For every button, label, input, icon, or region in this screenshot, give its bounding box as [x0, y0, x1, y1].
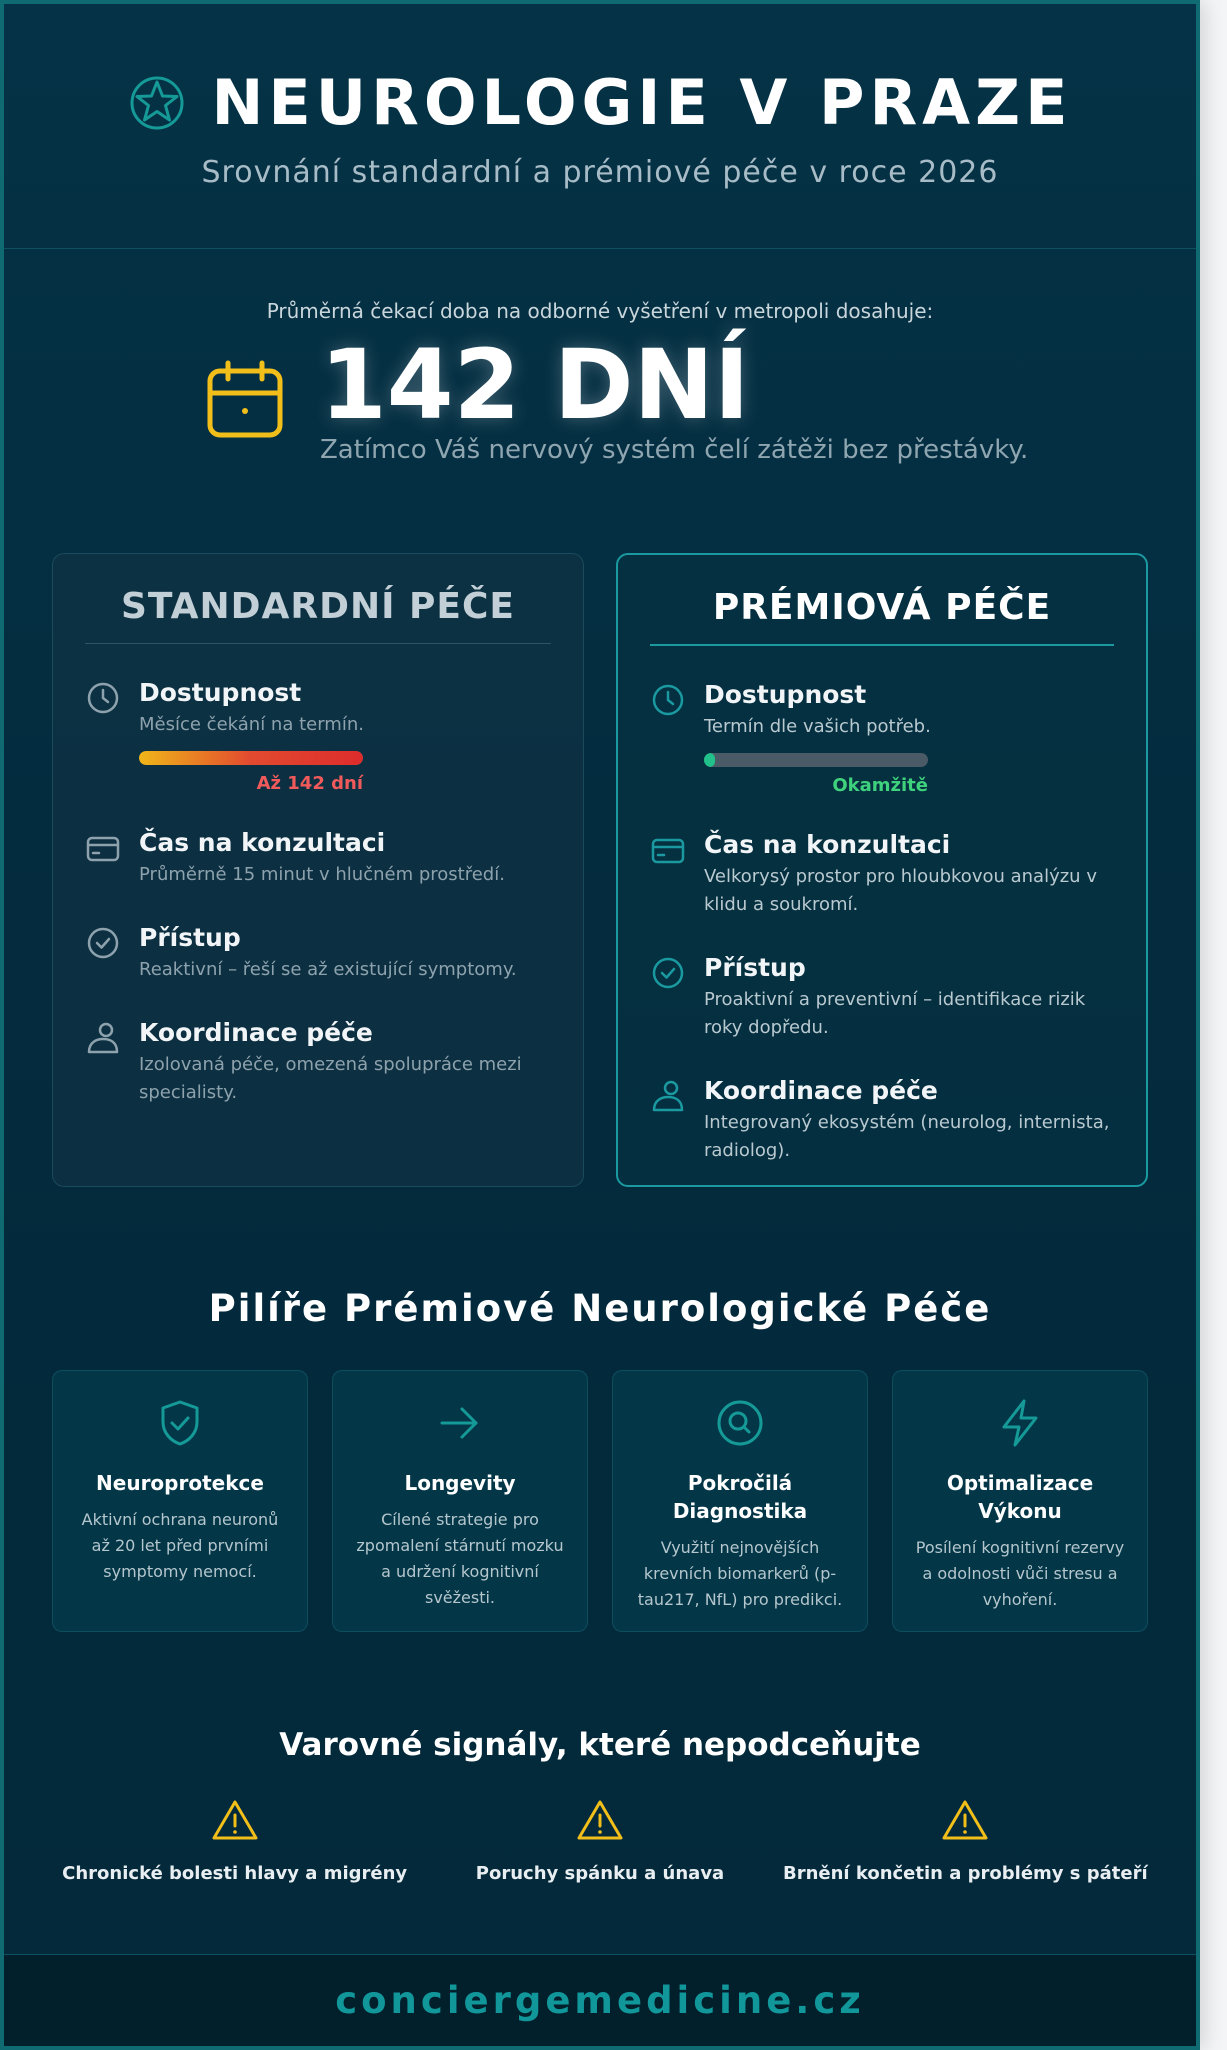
search-icon	[714, 1397, 766, 1449]
standard-availability	[85, 678, 551, 794]
pillars-title: Pilíře Prémiové Neurologické Péče	[208, 1287, 992, 1330]
standard-consult	[85, 828, 551, 889]
pillar-card	[612, 1370, 868, 1632]
lightning-icon	[994, 1397, 1046, 1449]
stat-number: 142 DNÍ	[320, 329, 750, 441]
feature-desc: Integrovaný ekosystém (neurolog, internista, radiolog).	[704, 1112, 1110, 1161]
feature-desc: Izolovaná péče, omezená spolupráce mezi specialisty.	[139, 1054, 522, 1103]
brain-star-icon	[128, 74, 186, 132]
feature-title: Koordinace péče	[139, 1018, 373, 1047]
pillar-desc: Cílené strategie pro zpomalení stárnutí mozku a udržení kognitivní svěžesti.	[356, 1510, 564, 1607]
waiting-bar-label: Až 142 dní	[256, 773, 363, 794]
header	[4, 4, 1196, 249]
warning-icon	[212, 1799, 258, 1841]
waiting-bar-fill	[139, 751, 363, 765]
premium-care-card	[616, 553, 1148, 1187]
warnings-title: Varovné signály, které nepodceňujte	[279, 1727, 921, 1763]
warning-item	[52, 1799, 417, 1884]
arrow-right-icon	[434, 1397, 486, 1449]
warning-label: Brnění končetin a problémy s páteří	[782, 1863, 1148, 1884]
stat-text	[320, 329, 1029, 465]
stat-subtext: Zatímco Váš nervový systém čelí zátěži bez přestávky.	[320, 435, 1029, 465]
pillar-desc: Posílení kognitivní rezervy a odolnosti vůči stresu a vyhoření.	[915, 1538, 1125, 1609]
pillar-card	[892, 1370, 1148, 1632]
premium-access	[650, 953, 1114, 1042]
card-icon	[650, 832, 686, 868]
pillar-card	[332, 1370, 588, 1632]
card-icon	[85, 830, 121, 866]
check-circle-icon	[650, 955, 686, 991]
premium-coordination	[650, 1076, 1114, 1165]
standard-card-title: STANDARDNÍ PÉČE	[85, 580, 551, 644]
comparison-section	[4, 553, 1196, 1187]
pillar-title: Optimalizace Výkonu	[946, 1471, 1094, 1523]
check-circle-icon	[85, 925, 121, 961]
premium-consult	[650, 830, 1114, 919]
waiting-time-stat	[4, 249, 1196, 465]
feature-desc: Reaktivní – řeší se až existující symptomy.	[139, 959, 517, 980]
clock-icon	[650, 682, 686, 718]
warnings-list	[4, 1799, 1196, 1884]
waiting-bar	[139, 751, 363, 765]
user-icon	[650, 1078, 686, 1114]
feature-title: Dostupnost	[139, 678, 302, 707]
clock-icon	[85, 680, 121, 716]
feature-title: Koordinace péče	[704, 1076, 938, 1105]
page-subtitle: Srovnání standardní a prémiové péče v roce 2026	[201, 155, 999, 190]
feature-title: Dostupnost	[704, 680, 867, 709]
standard-access	[85, 923, 551, 984]
stat-intro: Průměrná čekací doba na odborné vyšetření v metropoli dosahuje:	[266, 299, 934, 323]
pillar-card	[52, 1370, 308, 1632]
warning-item	[417, 1799, 782, 1884]
warning-item	[783, 1799, 1148, 1884]
pillar-desc: Aktivní ochrana neuronů až 20 let před prvními symptomy nemocí.	[81, 1510, 279, 1581]
page-title: NEUROLOGIE V PRAZE	[211, 66, 1073, 139]
feature-desc: Termín dle vašich potřeb.	[704, 716, 931, 737]
stat-row	[4, 329, 1196, 465]
warning-icon	[577, 1799, 623, 1841]
title-row	[4, 66, 1196, 139]
feature-title: Přístup	[139, 923, 241, 952]
feature-desc: Průměrně 15 minut v hlučném prostředí.	[139, 864, 505, 885]
feature-desc: Proaktivní a preventivní – identifikace rizik roky dopředu.	[704, 989, 1086, 1038]
pillars-grid	[4, 1370, 1196, 1632]
warning-icon	[942, 1799, 988, 1841]
standard-care-card	[52, 553, 584, 1187]
feature-title: Čas na konzultaci	[704, 830, 951, 859]
shield-check-icon	[154, 1397, 206, 1449]
calendar-icon	[204, 359, 286, 441]
footer-website-link[interactable]: conciergemedicine.cz	[335, 1979, 865, 2022]
waiting-bar-fill	[704, 753, 715, 767]
premium-card-title: PRÉMIOVÁ PÉČE	[650, 581, 1114, 646]
waiting-bar	[704, 753, 928, 767]
premium-availability	[650, 680, 1114, 796]
feature-title: Čas na konzultaci	[139, 828, 386, 857]
feature-title: Přístup	[704, 953, 806, 982]
waiting-bar-label: Okamžitě	[832, 775, 928, 796]
standard-coordination	[85, 1018, 551, 1107]
warning-label: Chronické bolesti hlavy a migrény	[62, 1863, 408, 1884]
pillar-title: Neuroprotekce	[96, 1471, 264, 1495]
pillar-title: Longevity	[404, 1471, 516, 1495]
footer	[4, 1954, 1196, 2046]
feature-desc: Velkorysý prostor pro hloubkovou analýzu v klidu a soukromí.	[704, 866, 1097, 915]
pillar-title: Pokročilá Diagnostika	[672, 1471, 808, 1523]
feature-desc: Měsíce čekání na termín.	[139, 714, 364, 735]
user-icon	[85, 1020, 121, 1056]
pillar-desc: Využití nejnovějších krevních biomarkerů (p-tau217, NfL) pro predikci.	[637, 1538, 843, 1609]
warning-label: Poruchy spánku a únava	[475, 1863, 725, 1884]
